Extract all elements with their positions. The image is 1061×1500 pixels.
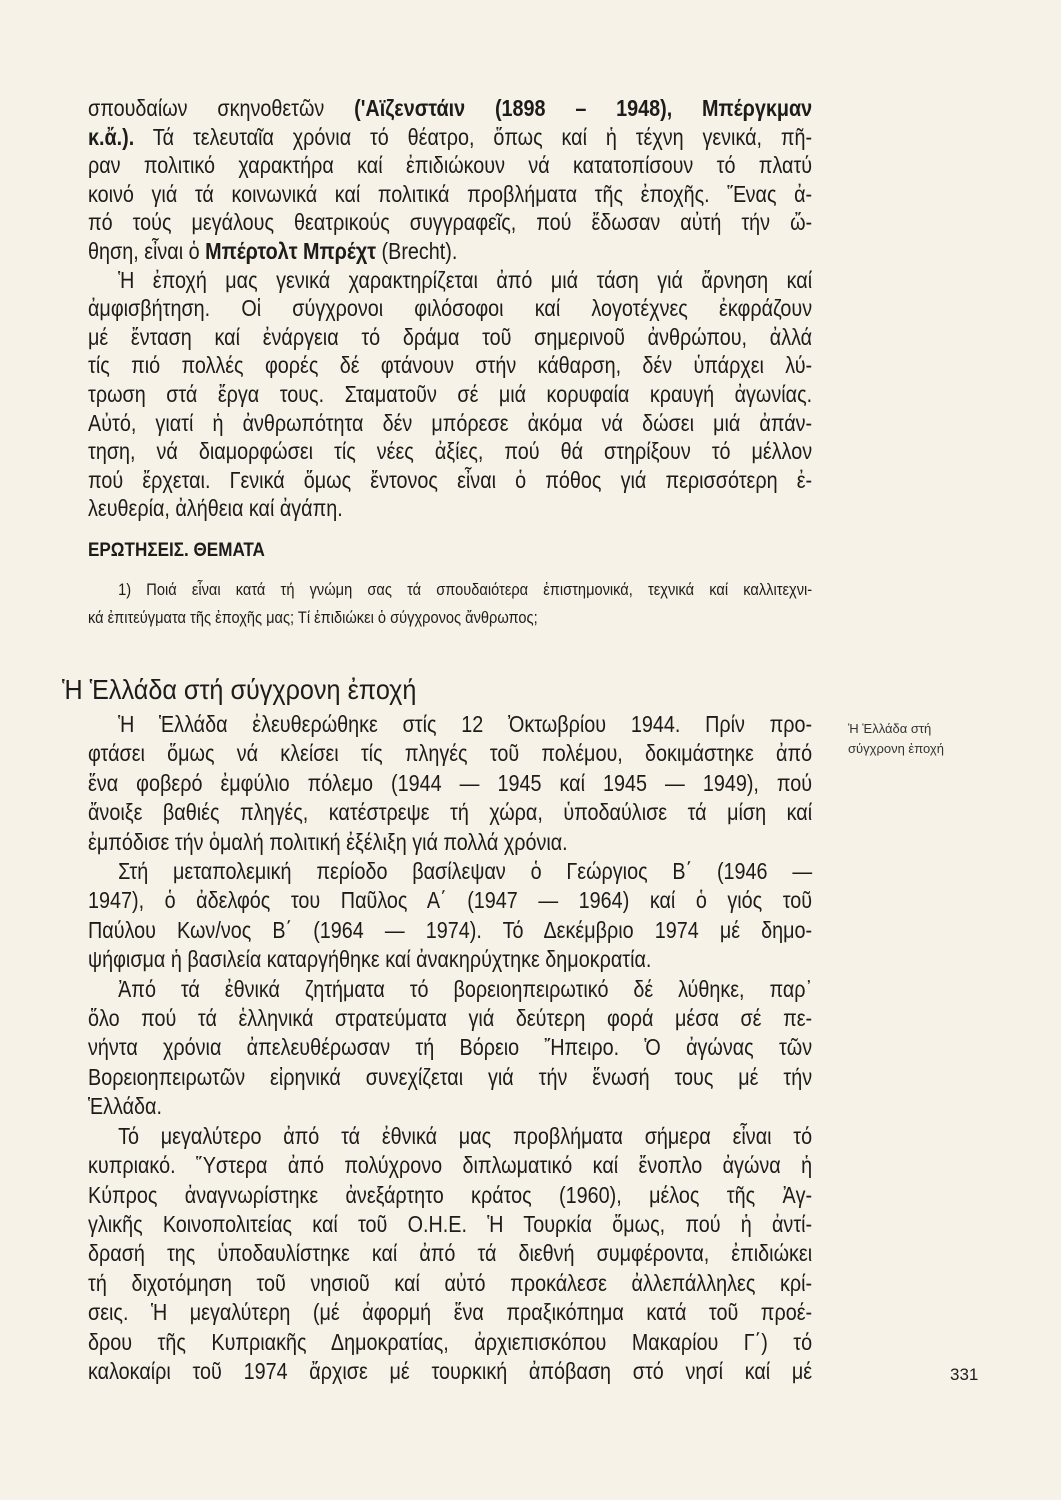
text-line: φτάσει ὅμως νά κλείσει τίς πληγές τοῦ πολέμου, δοκιμάστηκε ἀπό (88, 740, 813, 767)
text-line: ἕνα φοβερό ἐμφύλιο πόλεμο (1944 — 1945 καί 1945 — 1949), πού (88, 769, 813, 796)
text-line: Βορειοηπειρωτῶν εἰρηνικά συνεχίζεται γιά τήν ἕνωσή τους μέ τήν (88, 1063, 813, 1090)
question-line: κά ἐπιτεύγματα τῆς ἐποχῆς μας; Τί ἐπιδιώκει ὁ σύγχρονος ἄνθρωπος; (88, 608, 538, 627)
text-line: πό τούς μεγάλους θεατρικούς συγγραφεῖς, πού ἔδωσαν αὐτή τήν ὤ- (88, 209, 813, 236)
text-line: ἀμφισβήτηση. Οἱ σύγχρονοι φιλόσοφοι καί λογοτέχνες ἐκφράζουν (88, 295, 813, 322)
text-line: τίς πιό πολλές φορές δέ φτάνουν στήν κάθαρση, δέν ὑπάρχει λύ- (88, 352, 813, 379)
bold-text: ('Αϊζενστάιν (1898 – 1948), Μπέργκμαν (354, 95, 813, 121)
margin-note (848, 719, 944, 759)
text-line: κυπριακό. Ὕστερα ἀπό πολύχρονο διπλωματικό καί ἔνοπλο ἀγώνα ἡ (88, 1152, 813, 1179)
margin-note-line: Ἡ Ἑλλάδα στή (848, 721, 932, 736)
questions-heading: ΕΡΩΤΗΣΕΙΣ. ΘΕΜΑΤΑ (88, 540, 265, 561)
paragraph (88, 266, 812, 523)
text-line: καλοκαίρι τοῦ 1974 ἄρχισε μέ τουρκική ἀπόβαση στό νησί καί μέ (88, 1357, 813, 1384)
text-line: γλικῆς Κοινοπολιτείας καί τοῦ Ο.Η.Ε. Ἡ Τουρκία ὅμως, πού ἡ ἀντί- (88, 1210, 813, 1237)
bold-text: κ.ἄ.). (88, 123, 135, 150)
paragraph (88, 857, 812, 975)
text-line: Ἀπό τά ἐθνικά ζητήματα τό βορειοηπειρωτικό δέ λύθηκε, παρ᾽ (118, 975, 813, 1002)
text-segment: σπουδαίων σκηνοθετῶν (88, 95, 355, 121)
text-line: ψήφισμα ἡ βασιλεία καταργήθηκε καί ἀνακηρύχτηκε δημοκρατία. (88, 946, 652, 973)
text-line: πού ἔρχεται. Γενικά ὅμως ἔντονος εἶναι ὁ πόθος γιά περισσότερη ἐ- (88, 466, 813, 493)
text-line: Στή μεταπολεμική περίοδο βασίλεψαν ὁ Γεώργιος Β΄ (1946 — (118, 858, 813, 885)
text-line: Ἑλλάδα. (88, 1093, 162, 1120)
text-line: μέ ἔνταση καί ἐνάργεια τό δράμα τοῦ σημερινοῦ ἀνθρώπου, ἀλλά (88, 323, 813, 350)
text-line: Κύπρος ἀναγνωρίστηκε ἀνεξάρτητο κράτος (1960), μέλος τῆς Ἀγ- (88, 1181, 813, 1208)
text-line (88, 237, 812, 266)
page-number: 331 (950, 1365, 979, 1384)
section-title: Ἡ Ἑλλάδα στή σύγχρονη ἐποχή (62, 674, 417, 705)
text-line: Αὐτό, γιατί ἡ ἀνθρωπότητα δέν μπόρεσε ἀκόμα νά δώσει μιά ἀπάν- (88, 409, 813, 436)
bold-text: Μπέρτολτ Μπρέχτ (205, 237, 377, 264)
text-line: ἐμπόδισε τήν ὁμαλή πολιτική ἐξέλιξη γιά πολλά χρόνια. (88, 828, 568, 855)
question-line: 1) Ποιά εἶναι κατά τή γνώμη σας τά σπουδαιότερα ἐπιστημονικά, τεχνικά καί καλλιτεχνι- (118, 580, 813, 599)
text-line: τή διχοτόμηση τοῦ νησιοῦ καί αὐτό προκάλεσε ἀλλεπάλληλες κρί- (88, 1269, 813, 1296)
paragraph (88, 1122, 812, 1387)
text-line: ὅλο πού τά ἑλληνικά στρατεύματα γιά δεύτερη φορά μέσα σέ πε- (88, 1005, 813, 1032)
text-line: δρασή της ὑποδαυλίστηκε καί ἀπό τά διεθνή συμφέροντα, ἐπιδιώκει (88, 1240, 813, 1267)
paragraph (88, 710, 812, 857)
text-line: ραν πολιτικό χαρακτήρα καί ἐπιδιώκουν νά κατατοπίσουν τό πλατύ (88, 152, 813, 179)
lower-text-block (88, 710, 812, 1386)
text-segment: Τά τελευταῖα χρόνια τό θέατρο, ὅπως καί ἡ τέχνη γενικά, πῆ- (134, 123, 813, 150)
margin-note-line: σύγχρονη ἐποχή (848, 741, 944, 756)
text-line: λευθερία, ἀλήθεια καί ἀγάπη. (88, 495, 343, 522)
text-line: 1947), ὁ ἀδελφός του Παῦλος Α΄ (1947 — 1964) καί ὁ γιός τοῦ (88, 887, 813, 914)
text-segment: θηση, εἶναι ὁ (88, 237, 206, 264)
paragraph (88, 975, 812, 1122)
text-line: Ἡ ἐποχή μας γενικά χαρακτηρίζεται ἀπό μιά τάση γιά ἄρνηση καί (118, 266, 813, 293)
text-line: Παύλου Κων/νος Β΄ (1964 — 1974). Τό Δεκέμβριο 1974 μέ δημο- (88, 916, 813, 943)
questions-block (88, 576, 812, 632)
text-line (88, 123, 812, 152)
text-line: δρου τῆς Κυπριακῆς Δημοκρατίας, ἀρχιεπισκόπου Μακαρίου Γ΄) τό (88, 1328, 813, 1355)
text-line: Τό μεγαλύτερο ἀπό τά ἐθνικά μας προβλήματα σήμερα εἶναι τό (118, 1122, 813, 1149)
text-line: σεις. Ἡ μεγαλύτερη (μέ ἀφορμή ἕνα πραξικόπημα κατά τοῦ προέ- (88, 1299, 813, 1326)
text-line: κοινό γιά τά κοινωνικά καί πολιτικά προβλήματα τῆς ἐποχῆς. Ἕνας ἀ- (88, 180, 813, 207)
paragraph (88, 94, 812, 266)
text-line: τρωση στά ἔργα τους. Σταματοῦν σέ μιά κορυφαία κραυγή ἀγωνίας. (88, 380, 813, 407)
text-line: ἄνοιξε βαθιές πληγές, κατέστρεψε τή χώρα, ὑποδαύλισε τά μίση καί (88, 799, 813, 826)
text-line: Ἡ Ἑλλάδα ἐλευθερώθηκε στίς 12 Ὀκτωβρίου 1944. Πρίν προ- (118, 711, 813, 737)
text-segment: (Brecht). (376, 237, 458, 264)
text-line: τηση, νά διαμορφώσει τίς νέες ἀξίες, πού θά στηρίξουν τό μέλλον (88, 438, 813, 465)
text-line: νήντα χρόνια ἀπελευθέρωσαν τή Βόρειο Ἤπειρο. Ὁ ἀγώνας τῶν (88, 1034, 813, 1061)
upper-text-block (88, 94, 812, 523)
text-line (88, 94, 812, 123)
